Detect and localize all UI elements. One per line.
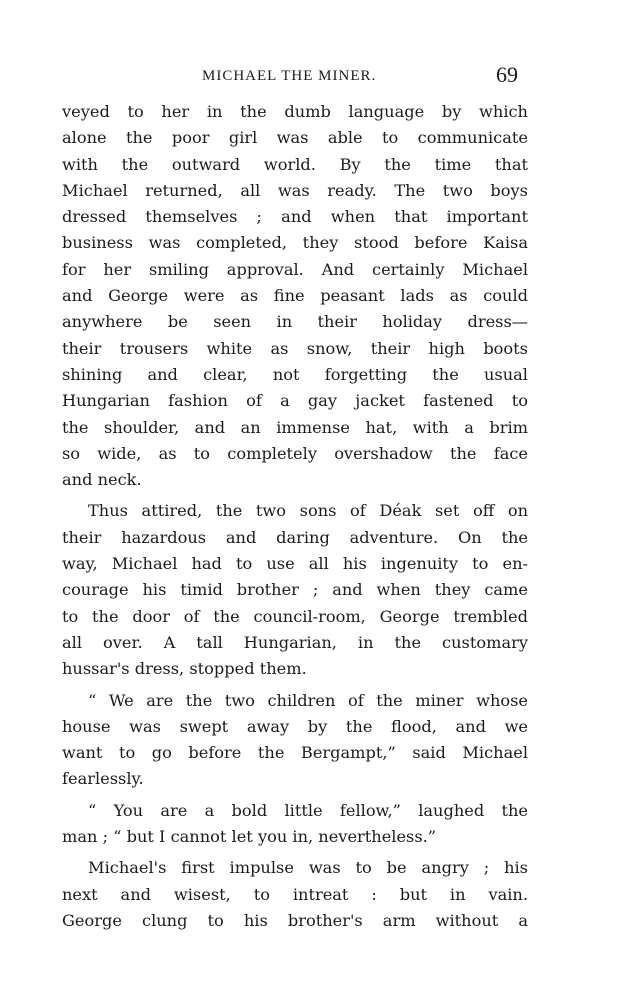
text-line: all over. A tall Hungarian, in the customary — [62, 632, 528, 652]
text-line: George clung to his brother's arm without a — [62, 910, 528, 930]
text-line: Michael returned, all was ready. The two boys — [62, 180, 528, 200]
text-line: anywhere be seen in their holiday dress— — [62, 312, 528, 332]
page-number: 69 — [496, 62, 518, 87]
text-line: business was completed, they stood before Kaisa — [62, 233, 528, 253]
text-line: so wide, as to completely overshadow the face — [62, 443, 528, 463]
page-header — [60, 62, 518, 92]
text-line: house was swept away by the flood, and we — [62, 716, 528, 736]
text-line: to the door of the council-room, George trembled — [62, 606, 528, 626]
text-line: way, Michael had to use all his ingenuity to en- — [62, 554, 528, 574]
text-line: alone the poor girl was able to communicate — [62, 128, 528, 148]
paragraph — [62, 688, 528, 793]
text-line: Michael's first impulse was to be angry ; his — [88, 858, 528, 878]
text-line: want to go before the Bergampt,” said Michael — [62, 743, 528, 763]
text-line: the shoulder, and an immense hat, with a brim — [62, 417, 528, 437]
text-line: man ; “ but I cannot let you in, nevertheless.” — [62, 827, 437, 847]
paragraph — [62, 855, 528, 934]
text-line: their trousers white as snow, their high boots — [62, 338, 528, 358]
text-line: next and wisest, to intreat : but in vain. — [62, 884, 528, 904]
text-line: hussar's dress, stopped them. — [62, 659, 307, 679]
text-line: dressed themselves ; and when that important — [62, 207, 528, 227]
running-head: MICHAEL THE MINER. — [202, 68, 377, 84]
text-line: veyed to her in the dumb language by which — [62, 102, 528, 121]
paragraph — [62, 99, 528, 493]
text-line: courage his timid brother ; and when they came — [62, 580, 528, 600]
text-line: “ You are a bold little fellow,” laughed the — [88, 800, 528, 820]
paragraph — [62, 498, 528, 682]
text-line: and neck. — [62, 470, 142, 490]
paragraph — [62, 798, 528, 851]
text-line: shining and clear, not forgetting the usual — [62, 364, 528, 384]
text-line: their hazardous and daring adventure. On the — [62, 527, 528, 547]
body-text — [62, 99, 528, 939]
text-line: and George were as fine peasant lads as could — [62, 286, 528, 306]
text-line: fearlessly. — [62, 769, 144, 789]
text-line: with the outward world. By the time that — [62, 154, 528, 174]
text-line: “ We are the two children of the miner whose — [88, 690, 528, 710]
text-line: Hungarian fashion of a gay jacket fastened to — [62, 391, 528, 411]
text-line: Thus attired, the two sons of Déak set off on — [88, 501, 528, 521]
text-line: for her smiling approval. And certainly Michael — [62, 259, 528, 279]
